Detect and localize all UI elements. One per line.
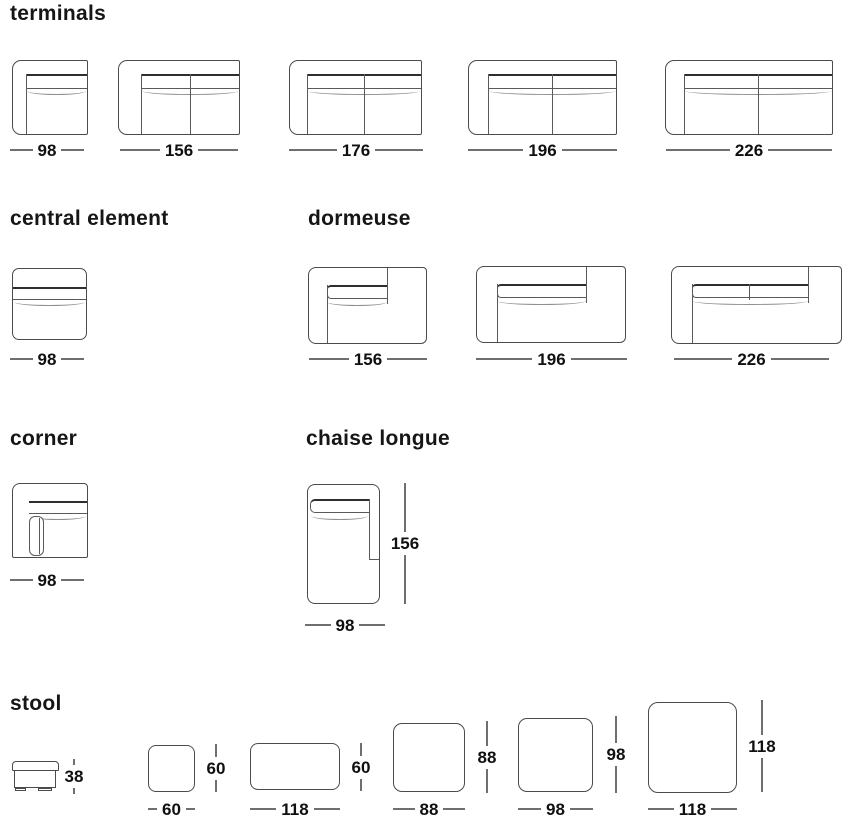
stool-foot [38,788,52,791]
dimension-label: 226 [734,140,764,160]
section-title-chaise-longue: chaise longue [306,427,450,450]
width-dimension [393,800,465,818]
width-dimension [10,350,84,368]
stool-118x118-drawing [648,702,737,793]
dormeuse-156-drawing [308,267,427,344]
dimension-label: 38 [64,767,84,786]
arm-line [141,74,142,134]
seat-front-edge [311,515,368,520]
stool-60x60-drawing [148,745,195,792]
dimension-label: 88 [477,747,497,767]
dimension-label: 98 [37,570,57,590]
backrest [29,501,87,514]
seat-front-edge [692,300,808,305]
arm-line [497,284,498,342]
width-dimension [120,141,238,159]
side-backrest-strip [29,516,44,556]
dimension-label: 60 [351,757,371,777]
central-element-98-drawing [12,268,87,340]
stool-foot [15,788,26,791]
dimension-label: 118 [678,799,707,819]
dimension-label: 226 [737,349,766,369]
backrest-end-line [808,267,809,303]
stool-88x88-drawing [393,723,465,792]
stool-base [14,770,56,788]
dimension-label: 88 [419,799,439,819]
seat-divider [190,74,191,134]
width-dimension [476,350,627,368]
width-dimension [468,141,617,159]
dimension-label: 98 [37,140,57,160]
dimension-label: 196 [537,349,566,369]
dormeuse-226-drawing [671,266,842,344]
stool-118x60-drawing [250,743,340,790]
side-backrest-inner-line [39,518,40,554]
dimension-label: 98 [606,745,626,764]
height-dimension [603,716,629,793]
backrest [497,284,586,298]
seat-front-edge [14,301,85,306]
width-dimension [289,141,423,159]
backrest [310,499,369,513]
chaise-longue-drawing [307,484,380,604]
width-dimension [10,141,84,159]
section-title-stool: stool [10,692,62,715]
section-title-corner: corner [10,427,78,450]
width-dimension [10,571,84,589]
dimension-label: 156 [353,349,383,369]
arm-line [488,74,489,134]
height-dimension [747,700,777,792]
seat-step-line [369,559,379,560]
arm-line [307,74,308,134]
seat-front-edge [497,300,586,305]
terminal-98-drawing [12,60,88,135]
section-title-terminals: terminals [10,2,107,25]
arm-line [26,74,27,134]
dimension-label: 118 [748,736,776,756]
height-dimension [392,483,418,604]
terminal-176-drawing [289,60,422,135]
dimension-label: 176 [341,140,371,160]
section-title-dormeuse: dormeuse [308,207,411,230]
height-dimension [203,744,229,792]
section-title-central-element: central element [10,207,169,230]
terminal-226-drawing [665,60,833,135]
dimension-label: 98 [546,799,565,819]
width-dimension [648,800,737,818]
backrest-end-line [387,268,388,304]
dimension-label: 196 [528,140,557,160]
dimension-label: 60 [162,799,181,819]
backrest-cushion-divider [749,284,750,300]
seat-front-edge [327,301,387,306]
width-dimension [250,800,340,818]
arm-line [327,285,328,343]
seat-divider [552,74,553,134]
height-dimension [348,743,374,791]
seat-divider [758,74,759,134]
arm-line [684,74,685,134]
backrest [13,287,86,300]
backrest-side-line [369,499,370,559]
backrest [327,285,387,299]
width-dimension [148,800,195,818]
backrest-end-line [586,267,587,303]
height-dimension [474,721,500,793]
seat-divider [364,74,365,134]
corner-98-drawing [12,483,88,558]
arm-line [692,284,693,343]
stool-98x98-drawing [518,718,593,792]
dimension-label: 156 [390,534,420,553]
width-dimension [305,616,385,634]
seat-front-edge [27,90,86,95]
height-dimension [62,759,86,794]
width-dimension [518,800,593,818]
width-dimension [309,350,427,368]
terminal-156-drawing [118,60,240,135]
dimension-label: 98 [335,615,355,635]
dimension-label: 156 [164,140,194,160]
width-dimension [674,350,829,368]
dormeuse-196-drawing [476,266,626,343]
backrest [26,74,87,89]
dimension-label: 118 [281,799,309,819]
dimension-label: 60 [206,758,226,778]
width-dimension [666,141,832,159]
dimension-label: 98 [37,349,57,369]
terminal-196-drawing [468,60,617,135]
